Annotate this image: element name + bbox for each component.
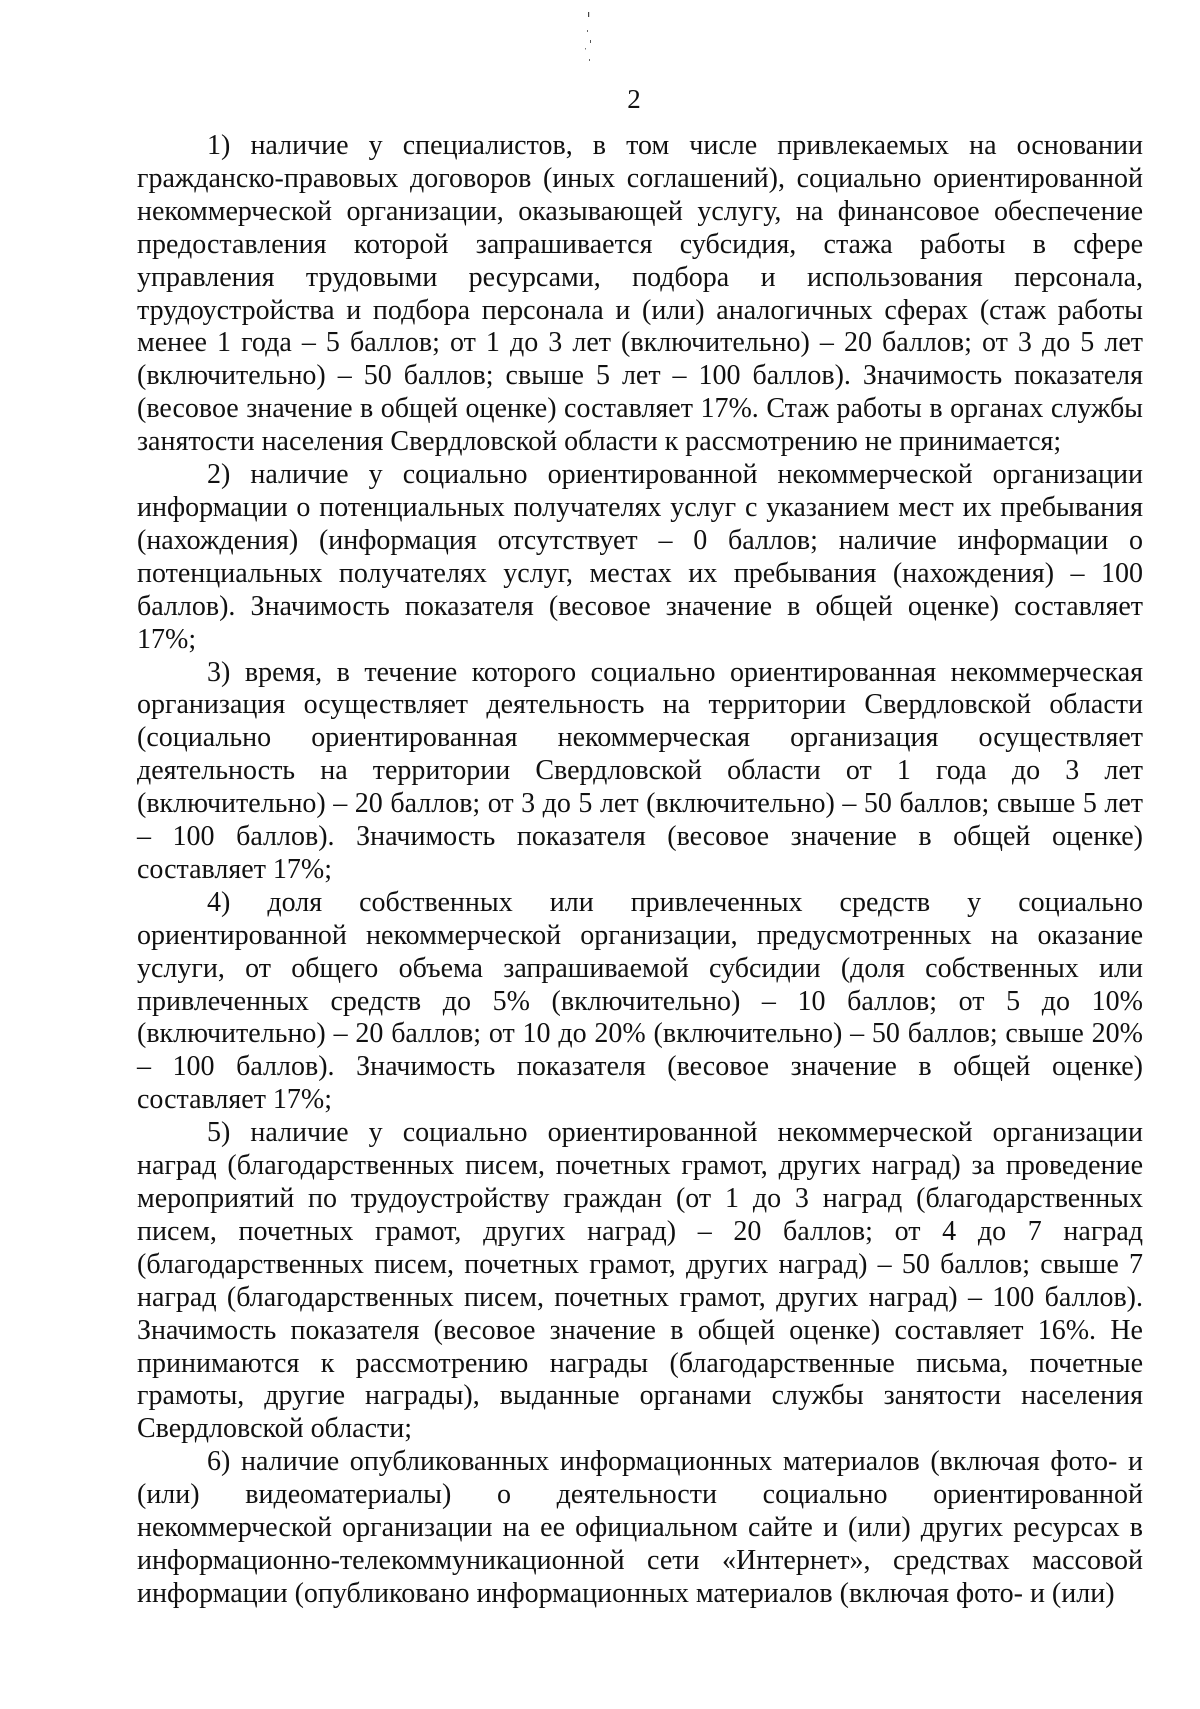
- item-text: наличие опубликованных информационных материалов (включая фото- и (или) видеоматериалы) о деятельности социально ориентированной некоммерческой организации на ее официальном сайте и (или) других ресурсах в информационно-телекоммуникационной сети «Интернет», средствах массовой информации (опубликовано информационных материалов (включая фото- и (или): [137, 1446, 1144, 1609]
- item-text: время, в течение которого социально ориентированная некоммерческая организация осуществляет деятельность на территории Свердловской области (социально ориентированная некоммерческая организация осуществляет деятельность на территории Свердловской области от 1 года до 3 лет (включительно) – 20 баллов; от 3 до 5 лет (включительно) – 50 баллов; свыше 5 лет – 100 баллов). Значимость показателя (весовое значение в общей оценке) составляет 17%;: [137, 656, 1144, 885]
- page-number: 2: [627, 84, 641, 114]
- item-text: наличие у специалистов, в том числе привлекаемых на основании гражданско-правовых договоров (иных соглашений), социально ориентированной некоммерческой организации, оказывающей услугу, на финансовое обеспечение предоставления которой запрашивается субсидия, стажа работы в сфере управления трудовыми ресурсами, подбора и использования персонала, трудоустройства и подбора персонала и (или) аналогичных сферах (стаж работы менее 1 года – 5 баллов; от 1 до 3 лет (включительно) – 20 баллов; от 3 до 5 лет (включительно) – 50 баллов; свыше 5 лет – 100 баллов). Значимость показателя (весовое значение в общей оценке) составляет 17%. Стаж работы в органах службы занятости населения Свердловской области к рассмотрению не принимается;: [137, 130, 1144, 458]
- item-number: 1): [207, 130, 231, 161]
- list-item: [137, 1446, 1143, 1611]
- item-number: 4): [207, 886, 231, 918]
- item-number: 5): [207, 1117, 231, 1149]
- list-item: [137, 887, 1143, 1117]
- list-item: [137, 459, 1143, 656]
- list-item: [137, 130, 1143, 459]
- item-text: наличие у социально ориентированной некоммерческой организации информации о потенциальных получателях услуг с указанием мест их пребывания (нахождения) (информация отсутствует – 0 баллов; наличие информации о потенциальных получателях услуг, местах их пребывания (нахождения) – 100 баллов). Значимость показателя (весовое значение в общей оценке) составляет 17%;: [137, 459, 1143, 655]
- item-text: наличие у социально ориентированной некоммерческой организации наград (благодарственных писем, почетных грамот, других наград) за проведение мероприятий по трудоустройству граждан (от 1 до 3 наград (благодарственных писем, почетных грамот, других наград) – 20 баллов; от 4 до 7 наград (благодарственных писем, почетных грамот, других наград) – 50 баллов; свыше 7 наград (благодарственных писем, почетных грамот, других наград) – 100 баллов). Значимость показателя (весовое значение в общей оценке) составляет 16%. Не принимаются к рассмотрению награды (благодарственные письма, почетные грамоты, другие награды), выданные органами службы занятости населения Свердловской области;: [137, 1117, 1143, 1445]
- scan-artifact-marks: [578, 4, 598, 74]
- list-item: [137, 657, 1143, 887]
- list-item: [137, 1117, 1143, 1446]
- item-number: 6): [207, 1446, 231, 1478]
- document-body: [137, 130, 1143, 1611]
- item-text: доля собственных или привлеченных средств у социально ориентированной некоммерческой организации, предусмотренных на оказание услуги, от общего объема запрашиваемой субсидии (доля собственных или привлеченных средств до 5% (включительно) – 10 баллов; от 5 до 10% (включительно) – 20 баллов; от 10 до 20% (включительно) – 50 баллов; свыше 20% – 100 баллов). Значимость показателя (весовое значение в общей оценке) составляет 17%;: [137, 886, 1143, 1116]
- item-number: 2): [207, 459, 231, 491]
- item-number: 3): [207, 656, 231, 688]
